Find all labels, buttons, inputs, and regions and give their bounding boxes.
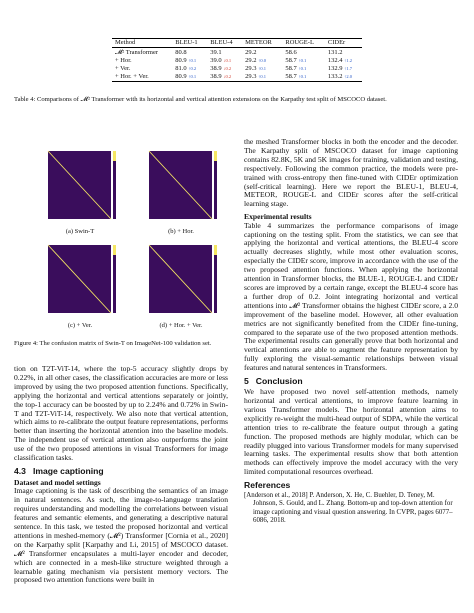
bleu4-value: 38.9 — [210, 73, 222, 80]
cider-cell — [325, 48, 362, 58]
right-column — [244, 138, 458, 525]
meteor-delta: ↑0.1 — [258, 74, 266, 79]
bleu4-cell — [207, 73, 242, 82]
method-cell: + Ver. — [115, 65, 131, 72]
bleu1-value: 80.8 — [175, 49, 187, 56]
col-header-method: Method — [115, 39, 136, 46]
matrix-colorbar-top — [214, 245, 217, 255]
matrix-colorbar — [113, 151, 116, 219]
right-paragraph-2: Table 4 summarizes the performance comparisons of image captioning on the testing split. From the statistics, we can see that applying the horizontal and vertical attentions, the BLEU-4 score actually decreases slightly, while most other evaluation scores, especially the CIDEr score, improve in accordance with the use of the two proposed attention functions. When applying the horizontal attention in Transformer blocks, the BLUE-1, ROUGE-L and CIDEr scores are improved by a certain range, except the BLEU-4 score has a further drop of 0.2. Joint integrating horizontal and vertical attentions into 𝓜² Transformer obtains the highest CIDEr score, a 2.0 improvement of the baseline model. However, all other evaluation metrics are not significantly benefited from the CIDEr fine-tuning, compared to the separate use of the two proposed attention methods. The experimental results can generally prove that both horizontal and vertical attentions are able to augment the feature representation by fully exploring the visual-semantic relationships between visual features and natural sentences in Transformers. — [244, 220, 458, 373]
meteor-value: 29.2 — [245, 49, 257, 56]
references-heading: References — [244, 480, 291, 491]
bleu4-value: 39.1 — [210, 49, 222, 56]
subsection-results-heading: Experimental results — [244, 212, 312, 222]
rouge-cell — [282, 65, 324, 73]
meteor-delta: ↑0.0 — [258, 58, 266, 63]
bleu1-cell — [172, 48, 207, 58]
bleu1-value: 81.0 — [175, 65, 187, 72]
method-cell: + Hor. — [115, 57, 132, 64]
cider-cell — [325, 57, 362, 65]
panel-label-b: (b) + Hor. — [168, 228, 194, 235]
col-header-bleu1: BLEU-1 — [175, 39, 198, 46]
rouge-cell — [282, 48, 324, 58]
rouge-delta: ↑0.1 — [298, 66, 307, 71]
table-row — [112, 65, 362, 73]
bleu1-value: 80.9 — [175, 73, 187, 80]
method-cell: 𝓜² Transformer — [115, 49, 158, 56]
figure-caption: Figure 4: The confusion matrix of Swin-T on ImageNet-100 validation set. — [14, 340, 212, 347]
bleu1-cell — [172, 57, 207, 65]
matrix-colorbar — [214, 151, 217, 219]
cider-delta: ↑1.2 — [344, 58, 352, 63]
section-title: Conclusion — [255, 376, 303, 387]
meteor-cell — [242, 57, 282, 65]
rouge-value: 58.7 — [285, 57, 297, 64]
meteor-value: 29.3 — [245, 73, 257, 80]
matrix-colorbar-top — [113, 151, 116, 161]
bleu1-delta: ↑0.2 — [188, 66, 197, 71]
section-number: 4.3 — [14, 465, 26, 476]
bleu1-cell — [172, 73, 207, 82]
meteor-cell — [242, 65, 282, 73]
meteor-delta: ↑0.1 — [258, 66, 266, 71]
section-number: 5 — [244, 376, 249, 387]
confusion-matrix-d — [143, 244, 219, 320]
col-header-meteor: METEOR — [245, 39, 272, 46]
method-cell: + Hor. + Ver. — [115, 73, 149, 80]
bleu4-cell — [207, 65, 242, 73]
cm-panel-b — [143, 150, 219, 235]
section-title: Image captioning — [32, 465, 104, 476]
bleu1-delta: ↑0.1 — [188, 58, 197, 63]
comparison-table — [112, 38, 362, 82]
matrix-colorbar-top — [113, 245, 116, 255]
rouge-delta: ↑0.1 — [298, 58, 307, 63]
bleu4-value: 38.9 — [210, 65, 222, 72]
table-caption: Table 4: Comparisons of 𝓜² Transformer with its horizontal and vertical attention extensions on the Karpathy test split of MSCOCO dataset. — [14, 96, 387, 103]
cider-delta: ↑1.7 — [344, 66, 352, 71]
matrix-colorbar — [113, 245, 116, 313]
bleu4-delta: ↓0.2 — [223, 74, 232, 79]
rouge-cell — [282, 57, 324, 65]
col-header-cider: CIDEr — [327, 39, 346, 46]
bleu4-delta: ↓0.2 — [223, 66, 232, 71]
meteor-value: 29.3 — [245, 65, 257, 72]
cider-value: 132.4 — [327, 57, 343, 64]
cider-value: 131.2 — [327, 49, 343, 56]
rouge-value: 58.7 — [285, 65, 297, 72]
bleu4-value: 39.0 — [210, 57, 222, 64]
left-paragraph-2: Image captioning is the task of describing the semantics of an image in natural sentences. As such, the image-to-language translation requires understanding and modelling the correlations between visual features and semantic elements, and generating a descriptive natural sentence. In this task, we tested the proposed horizontal and vertical attentions in meshed-memory (𝓜²) Transformer [Cornia et al., 2020] on the Karpathy split [Karpathy and Li, 2015] of MSCOCO dataset. 𝓜² Transformer encapsulates a multi-layer encoder and decoder, which are connected in a mesh-like structure weighted through a learnable gating mechanism via persistent memory vectors. The proposed two attention functions were built in — [14, 486, 228, 585]
cider-cell — [325, 73, 362, 82]
bleu4-delta: ↓0.1 — [223, 58, 232, 63]
matrix-colorbar-top — [214, 151, 217, 161]
bleu1-value: 80.9 — [175, 57, 187, 64]
matrix-colorbar — [214, 245, 217, 313]
panel-label-c: (c) + Ver. — [67, 322, 93, 329]
cm-panel-a — [42, 150, 118, 235]
table-row — [112, 48, 362, 58]
subsection-dataset-heading: Dataset and model settings — [14, 477, 101, 487]
table-header-row — [112, 39, 362, 48]
cm-panel-d — [143, 244, 219, 329]
confusion-matrix-c — [42, 244, 118, 320]
right-paragraph-3: We have proposed two novel self-attention methods, namely horizontal and vertical attentions, to improve feature learning in various Transformer models. The horizontal attention aims to explicitly re-weight the multi-head output of SDPA, while the vertical attention tries to re-calibrate the feature output through a gating function. The proposed methods are highly modular, which can be readily plugged into various Transformer models for many supervised learning tasks. The experimental results show that both attention methods can effectively improve the model accuracy with the very limited computational resources overhead. — [244, 387, 458, 477]
bleu1-delta: ↑0.1 — [188, 74, 197, 79]
left-column — [14, 365, 228, 585]
panel-label-a: (a) Swin-T — [65, 228, 95, 235]
bleu4-cell — [207, 57, 242, 65]
cider-cell — [325, 65, 362, 73]
bleu4-cell — [207, 48, 242, 58]
table-row — [112, 57, 362, 65]
confusion-matrix-a — [42, 150, 118, 226]
meteor-cell — [242, 73, 282, 82]
table-row — [112, 73, 362, 82]
section-4-3-heading — [14, 466, 228, 476]
panel-label-d: (d) + Hor. + Ver. — [159, 322, 203, 329]
cider-delta: ↑2.0 — [344, 74, 352, 79]
meteor-cell — [242, 48, 282, 58]
confusion-matrix-b — [143, 150, 219, 226]
cm-panel-c — [42, 244, 118, 329]
cider-value: 132.9 — [327, 65, 343, 72]
col-header-bleu4: BLEU-4 — [210, 39, 233, 46]
right-paragraph-1: the meshed Transformer blocks in both the encoder and the decoder. The Karpathy split of MSCOCO dataset for image captioning contains 82.8K, 5K and 5K images for training, validation and testing, respectively. Following the common practice, the models were pre-trained with cross-entropy then fine-tuned with CIDEr optimization (self-critical learning). Here we report the BLEU-1, BLEU-4, METEOR, ROUGE-L and CIDEr scores after the self-critical learning stage. — [244, 137, 458, 209]
results-table — [112, 38, 362, 82]
rouge-value: 58.6 — [285, 49, 297, 56]
bleu1-cell — [172, 65, 207, 73]
rouge-value: 58.7 — [285, 73, 297, 80]
rouge-cell — [282, 73, 324, 82]
reference-entry: [Anderson et al., 2018] P. Anderson, X. He, C. Buehler, D. Teney, M. Johnson, S. Gould, and L. Zhang. Bottom-up and top-down attention for image captioning and visual question answering. In CVPR, pages 6077–6086, 2018. — [244, 492, 453, 524]
rouge-delta: ↑0.1 — [298, 74, 307, 79]
section-5-heading — [244, 376, 458, 386]
meteor-value: 29.2 — [245, 57, 257, 64]
cider-value: 133.2 — [327, 73, 343, 80]
left-paragraph-1: tion on T2T-ViT-14, where the top-5 accuracy slightly drops by 0.22%, in all other cases, the classification accuracies are more or less improved by using the two proposed attention functions. Specifically, applying the horizontal and vertical attentions separately or jointly, the top-1 accuracy can be boosted by up to 2.24% and 0.72% in Swin-T and T2T-ViT-14, respectively. We also note that vertical attention, which aims to re-calibrate the output feature representations, performs better than inserting the horizontal attention into the baseline models. The independent use of vertical attention also outperforms the joint use of the two proposed attentions in visual Transformers for image classification tasks. — [14, 364, 228, 463]
col-header-rouge: ROUGE-L — [285, 39, 314, 46]
